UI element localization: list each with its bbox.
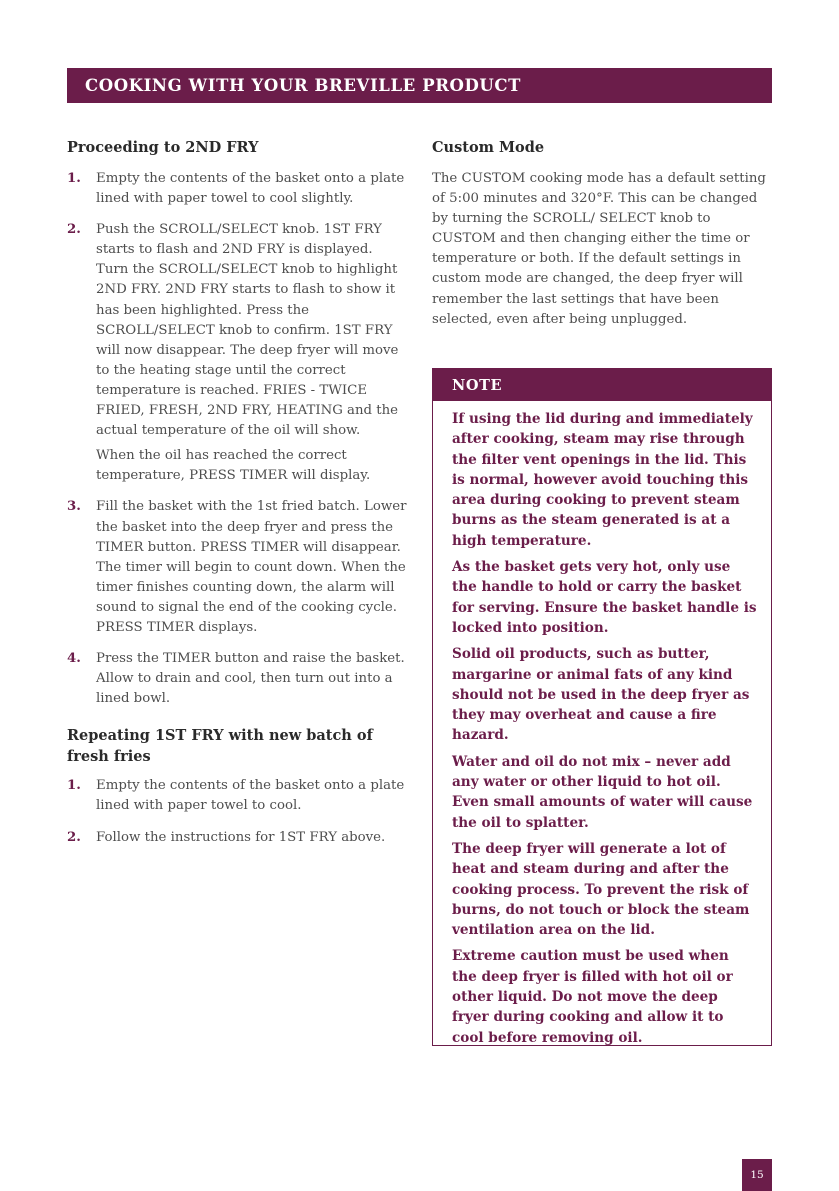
step-text: Follow the instructions for 1ST FRY above. xyxy=(96,829,386,845)
step-text: Fill the basket with the 1st fried batch. Lower the basket into the deep fryer and press the TIMER button. PRESS TIMER will disappear. The timer will begin to count down. When the timer finishes counting down, the alarm will sound to signal the end of the cooking cycle. PRESS TIMER displays. xyxy=(96,499,407,635)
note-paragraph: Solid oil products, such as butter, margarine or animal fats of any kind should not be used in the deep fryer as they may overheat and cause a fire hazard. xyxy=(452,646,750,744)
step-number: 2. xyxy=(67,222,81,238)
step-item xyxy=(67,220,407,486)
section-heading-repeat-1st-fry: Repeating 1ST FRY with new batch of fresh fries xyxy=(67,727,373,766)
step-number: 1. xyxy=(67,778,81,794)
steps-list-repeat-1st-fry xyxy=(67,776,407,847)
step-number: 3. xyxy=(67,499,81,515)
step-item xyxy=(67,497,407,638)
note-body xyxy=(433,401,771,1048)
note-box xyxy=(432,368,772,1046)
custom-mode-paragraph: The CUSTOM cooking mode has a default setting of 5:00 minutes and 320°F. This can be changed by turning the SCROLL/ SELECT knob to CUSTOM and then changing either the time or temperature or both. If the default settings in custom mode are changed, the deep fryer will remember the last settings that have been selected, even after being unplugged. xyxy=(432,171,766,327)
section-heading-custom-mode: Custom Mode xyxy=(432,139,545,156)
step-number: 1. xyxy=(67,171,81,186)
page-title: COOKING WITH YOUR BREVILLE PRODUCT xyxy=(85,76,521,95)
note-title: NOTE xyxy=(433,369,771,401)
step-item xyxy=(67,828,407,848)
left-column xyxy=(67,137,407,859)
step-number: 4. xyxy=(67,651,81,667)
page-number-badge xyxy=(742,1159,772,1191)
step-text: Push the SCROLL/SELECT knob. 1ST FRY starts to flash and 2ND FRY is displayed. Turn the SCROLL/SELECT knob to highlight 2ND FRY. 2ND FRY starts to flash to show it has been highlighted. Press the SCROLL/SELECT knob to confirm. 1ST FRY will now disappear. The deep fryer will move to the heating stage until the correct temperature is reached. FRIES - TWICE FRIED, FRESH, 2ND FRY, HEATING and the actual temperature of the oil will show. xyxy=(96,222,399,439)
note-paragraph: Water and oil do not mix – never add any water or other liquid to hot oil. Even small amounts of water will cause the oil to splatter. xyxy=(452,753,753,831)
step-item xyxy=(67,649,407,709)
page-number: 15 xyxy=(750,1169,764,1181)
section-heading-2nd-fry: Proceeding to 2ND FRY xyxy=(67,139,259,156)
right-column xyxy=(432,137,772,330)
step-text: Empty the contents of the basket onto a plate lined with paper towel to cool. xyxy=(96,778,405,814)
steps-list-2nd-fry xyxy=(67,169,407,709)
section-header-bar xyxy=(67,68,772,103)
note-paragraph: As the basket gets very hot, only use the handle to hold or carry the basket for serving. Ensure the basket handle is locked into position. xyxy=(452,559,757,636)
step-item xyxy=(67,169,407,209)
step-number: 2. xyxy=(67,829,81,845)
step-text: Press the TIMER button and raise the basket. Allow to drain and cool, then turn out into a lined bowl. xyxy=(96,651,405,707)
note-paragraph: If using the lid during and immediately after cooking, steam may rise through the filter vent openings in the lid. This is normal, however avoid touching this area during cooking to prevent steam burns as the steam generated is at a high temperature. xyxy=(452,411,753,549)
note-paragraph: Extreme caution must be used when the deep fryer is filled with hot oil or other liquid. Do not move the deep fryer during cooking and allow it to cool before removing oil. xyxy=(452,948,733,1046)
note-paragraph: The deep fryer will generate a lot of heat and steam during and after the cooking process. To prevent the risk of burns, do not touch or block the steam ventilation area on the lid. xyxy=(452,840,750,939)
step-text: Empty the contents of the basket onto a plate lined with paper towel to cool slightly. xyxy=(96,171,405,207)
step-text-continued: When the oil has reached the correct temperature, PRESS TIMER will display. xyxy=(96,448,371,484)
step-item xyxy=(67,776,407,816)
